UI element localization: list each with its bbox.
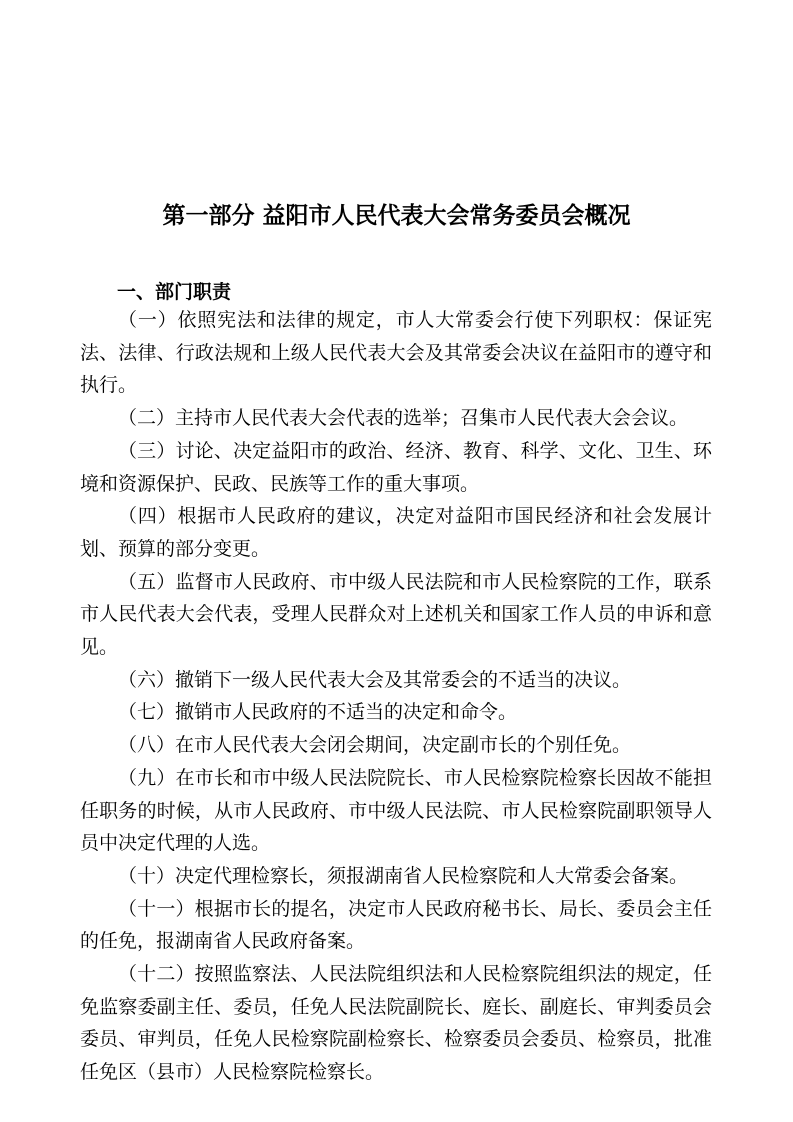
duty-paragraph-1: （一）依照宪法和法律的规定，市人大常委会行使下列职权：保证宪法、法律、行政法规和上级人民代表大会及其常委会决议在益阳市的遵守和执行。 — [80, 309, 712, 397]
section-heading: 一、部门职责 — [117, 281, 232, 303]
duty-paragraph-10: （十）决定代理检察长，须报湖南省人民检察院和人大常委会备案。 — [118, 864, 689, 887]
duty-paragraph-6: （六）撤销下一级人民代表大会及其常委会的不适当的决议。 — [118, 668, 632, 691]
duty-paragraph-3: （三）讨论、决定益阳市的政治、经济、教育、科学、文化、卫生、环境和资源保护、民政、民族等工作的重大事项。 — [80, 439, 712, 495]
duty-paragraph-7: （七）撤销市人民政府的不适当的决定和命令。 — [118, 701, 518, 724]
page-title: 第一部分 益阳市人民代表大会常务委员会概况 — [162, 202, 631, 229]
duty-paragraph-11: （十一）根据市长的提名，决定市人民政府秘书长、局长、委员会主任的任免，报湖南省人民政府备案。 — [80, 897, 712, 953]
duty-paragraph-12: （十二）按照监察法、人民法院组织法和人民检察院组织法的规定，任免监察委副主任、委员，任免人民法院副院长、庭长、副庭长、审判委员会委员、审判员，任免人民检察院副检察长、检察委员会委员、检察员，批准任免区（县市）人民检察院检察长。 — [80, 963, 712, 1084]
duty-paragraph-5: （五）监督市人民政府、市中级人民法院和市人民检察院的工作，联系市人民代表大会代表，受理人民群众对上述机关和国家工作人员的申诉和意见。 — [80, 570, 712, 659]
duty-paragraph-9: （九）在市长和市中级人民法院院长、市人民检察院检察长因故不能担任职务的时候，从市人民政府、市中级人民法院、市人民检察院副职领导人员中决定代理的人选。 — [80, 766, 712, 855]
duty-paragraph-8: （八）在市人民代表大会闭会期间，决定副市长的个别任免。 — [118, 734, 632, 757]
duty-paragraph-4: （四）根据市人民政府的建议，决定对益阳市国民经济和社会发展计划、预算的部分变更。 — [80, 505, 712, 560]
duty-paragraph-2: （二）主持市人民代表大会代表的选举；召集市人民代表大会会议。 — [118, 407, 689, 430]
body-text — [80, 304, 712, 1089]
